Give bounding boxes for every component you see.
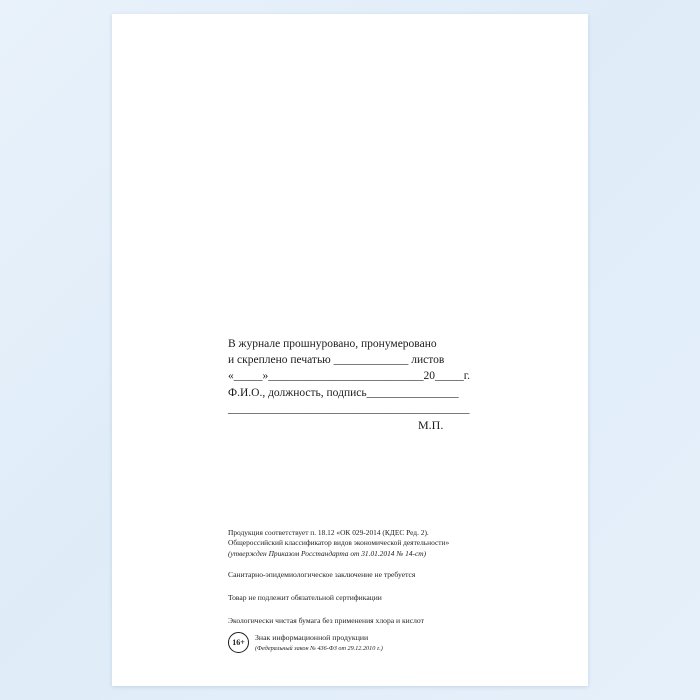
age-rating-text xyxy=(255,632,383,653)
age-rating-block xyxy=(228,632,383,653)
document-page xyxy=(112,14,588,686)
fineprint-block xyxy=(228,528,558,640)
sanitary-statement: Санитарно-эпидемиологическое заключение не требуется xyxy=(228,570,416,580)
paper-statement: Экологически чистая бумага без применения хлора и кислот xyxy=(228,616,424,626)
seal-line-1: В журнале прошнуровано, пронумеровано xyxy=(228,338,437,350)
okved-line-3: (утвержден Приказом Росстандарта от 31.01.2014 № 14-ст) xyxy=(228,548,427,558)
seal-line-2: и скреплено печатью _____________ листов xyxy=(228,354,445,367)
seal-line-5: __________________________________________ xyxy=(228,402,470,415)
age-rating-law: (Федеральный закон № 436-ФЗ от 29.12.2010 г.) xyxy=(255,645,383,652)
certification-statement: Товар не подлежит обязательной сертификации xyxy=(228,593,382,603)
age-rating-title: Знак информационной продукции xyxy=(255,633,369,642)
okved-statement xyxy=(228,528,558,559)
okved-line-2: Общероссийский классификатор видов экономической деятельности» xyxy=(228,538,450,548)
seal-statement-block xyxy=(228,336,528,417)
okved-line-1: Продукция соответствует п. 18.12 «ОК 029-2014 (КДЕС Ред. 2). xyxy=(228,528,429,537)
stamp-place-label: М.П. xyxy=(418,418,444,432)
seal-line-4: Ф.И.О., должность, подпись________________ xyxy=(228,386,459,399)
seal-line-3: «_____»___________________________20_____г. xyxy=(228,370,471,383)
age-rating-icon: 16+ xyxy=(228,632,249,653)
